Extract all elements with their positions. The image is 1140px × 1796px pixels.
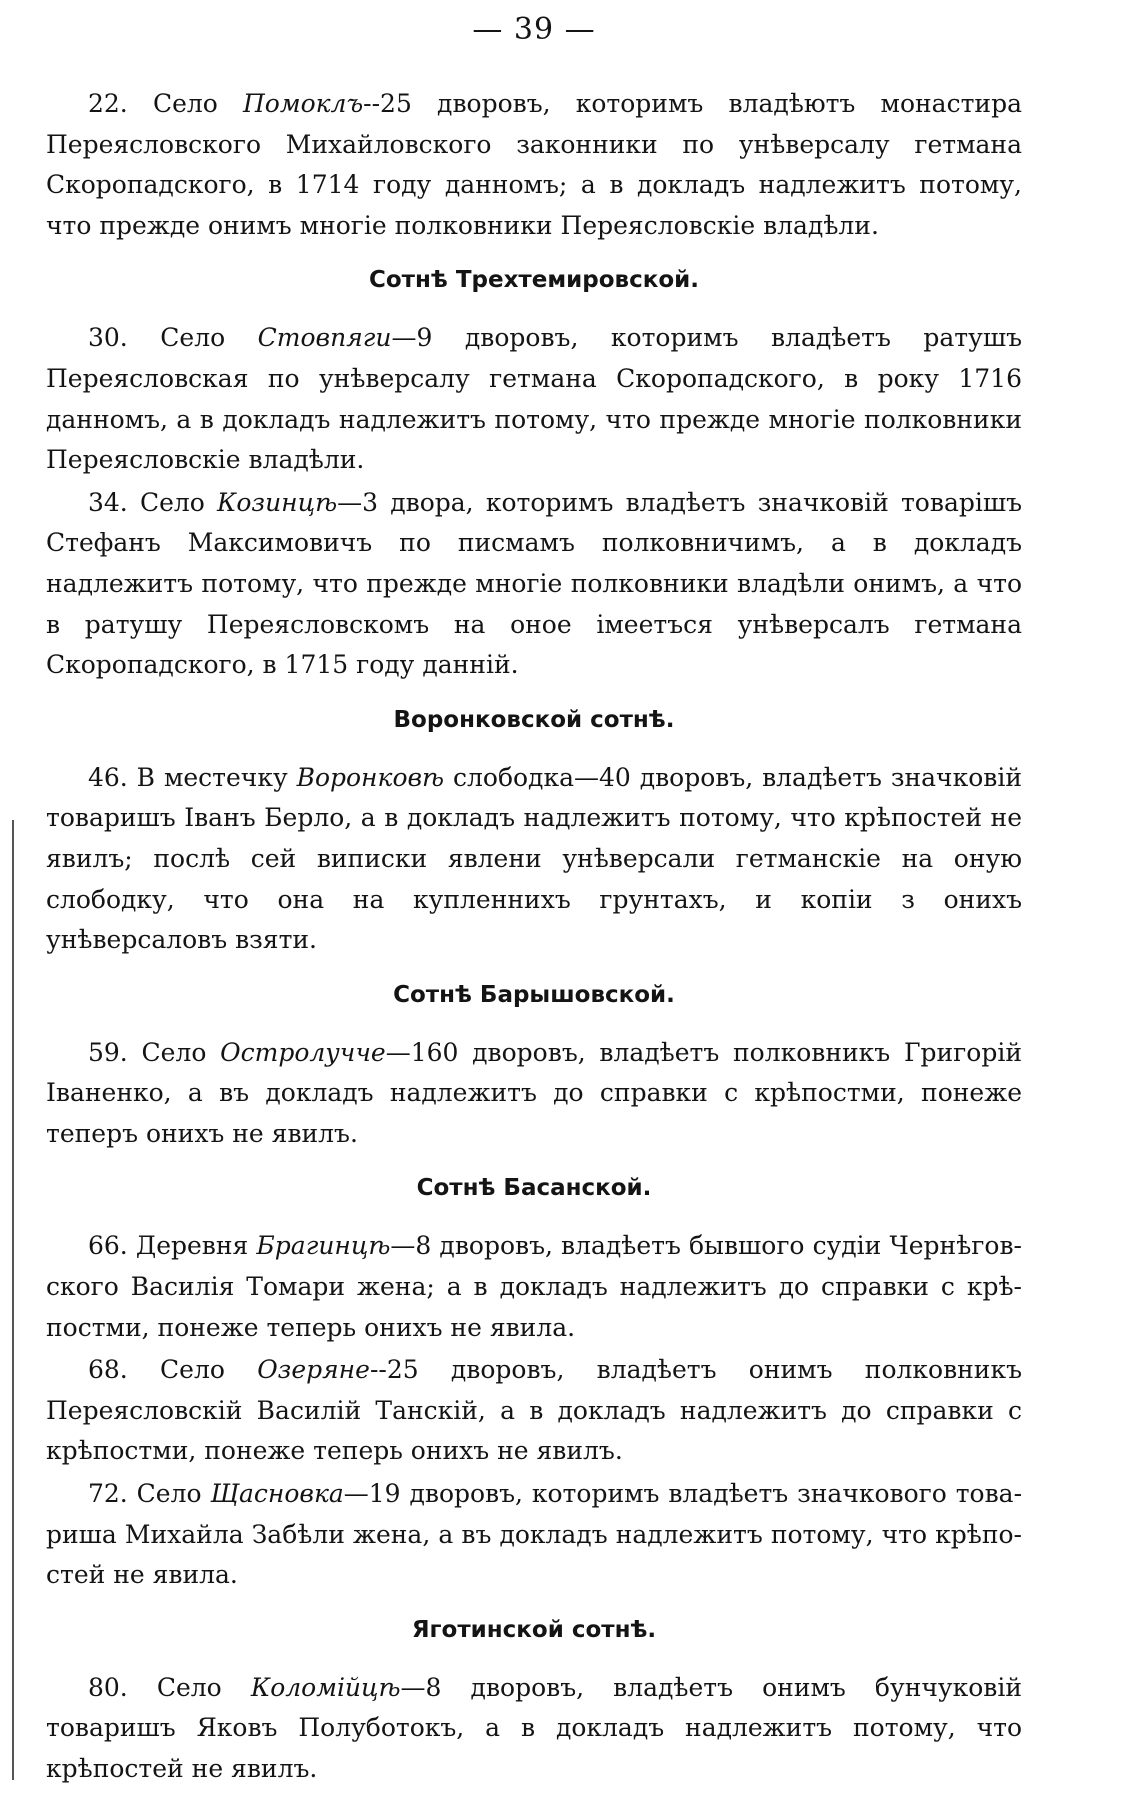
place-name: Брагинцѣ [256,1231,391,1261]
section-heading: Воронковской сотнѣ. [393,706,675,733]
entry-number: 46. [88,762,128,792]
section-heading: Сотнѣ Трехтемировской. [369,267,699,294]
entry-paragraph [46,1033,1022,1155]
entry-text: слободка—40 дворовъ, владѣетъ значковій товаришъ Іванъ Берло, а в докладъ надлежитъ потому, что крѣпостей не явилъ; послѣ сей виписки явлени унѣверсали гетманскіе на оную слободку, что она на купленнихъ грунтахъ, и копіи з онихъ унѣверсаловъ взяти. [46,762,1022,955]
section-heading: Сотнѣ Барышовской. [393,981,675,1008]
place-name: Стовпяги [257,323,392,353]
section-heading: Яготинской сотнѣ. [411,1616,657,1643]
settlement-type: Село [152,89,218,118]
entry-text: --25 дворовъ, которимъ владѣютъ монастира Переясловского Михайловского законники по унѣверсалу гетмана Скоропадского, в 1714 году данномъ; а в докладъ надлежитъ потому, что прежде онимъ многіе полковники Переясловскіе владѣли. [46,89,1022,240]
document-page [46,8,1022,1790]
place-name: Остролучче [220,1037,386,1067]
place-name: Помоклъ [243,89,364,118]
entry-paragraph [46,1668,1022,1790]
page-number: — 39 — [472,12,596,47]
entry-paragraph [46,483,1022,686]
entry-paragraph [46,318,1022,480]
settlement-type: Село [156,1672,222,1702]
entry-text: —160 дворовъ, владѣетъ полковникъ Григорій Іваненко, а въ докладъ надлежитъ до справки с крѣпостми, понеже теперъ онихъ не явилъ. [46,1037,1022,1148]
entry-paragraph [46,1474,1022,1596]
entry-text: --25 дворовъ, владѣетъ онимъ полковникъ Переясловскій Василій Танскій, а в докладъ надлежитъ до справки с крѣпостми, понеже теперь онихъ не явилъ. [46,1355,1023,1466]
entry-text: —19 дворовъ, которимъ владѣетъ значкового товариша Михайла Забѣли жена, а въ докладъ надлежитъ потому, что крѣпостей не явила. [46,1479,1023,1590]
settlement-type: Село [160,1355,225,1385]
entry-number: 66. [88,1231,128,1261]
entry-paragraph [46,1226,1022,1348]
entry-number: 72. [88,1479,128,1509]
entry-number: 59. [88,1037,128,1067]
entry-text: —8 дворовъ, владѣетъ бывшого судіи Чернѣговского Василія Томари жена; а в докладъ надлежитъ до справки с крѣпостми, понеже теперь онихъ не явила. [46,1231,1022,1342]
settlement-type: Деревня [135,1231,249,1261]
entry-paragraph [46,1350,1022,1472]
place-name: Щасновка [210,1479,344,1509]
entry-number: 22. [88,89,128,118]
settlement-type: Село [141,1037,207,1067]
scan-margin-line [12,820,14,1780]
entry-paragraph [46,84,1022,246]
section-heading: Сотнѣ Басанской. [416,1175,652,1202]
entry-number: 34. [88,487,128,517]
entry-text: —9 дворовъ, которимъ владѣетъ ратушъ Переясловская по унѣверсалу гетмана Скоропадского, в року 1716 данномъ, а в докладъ надлежитъ потому, что прежде многіе полковники Переясловскіе владѣли. [46,323,1022,475]
entry-number: 30. [88,323,128,353]
settlement-type: Село [139,487,205,517]
place-name: Озеряне [257,1355,370,1385]
place-name: Козинцѣ [217,487,338,517]
entry-number: 80. [88,1672,128,1702]
place-name: Коломійцѣ [250,1672,401,1702]
settlement-type: Село [160,323,226,353]
entry-paragraph [46,758,1022,961]
entry-number: 68. [88,1355,128,1385]
place-name: Воронковѣ [296,762,445,792]
entry-text: —8 дворовъ, владѣетъ онимъ бунчуковій товаришъ Яковъ Полуботокъ, а в докладъ надлежитъ потому, что крѣпостей не явилъ. [46,1672,1023,1783]
page-body [46,84,1022,1790]
settlement-type: В местечку [136,762,288,792]
settlement-type: Село [136,1479,202,1509]
entry-text: —3 двора, которимъ владѣетъ значковій товарішъ Стефанъ Максимовичъ по писмамъ полковничимъ, а в докладъ надлежитъ потому, что прежде многіе полковники владѣли онимъ, а что в ратушу Переясловскомъ на оное імеетъся унѣверсалъ гетмана Скоропадского, в 1715 году даннiй. [46,487,1022,680]
